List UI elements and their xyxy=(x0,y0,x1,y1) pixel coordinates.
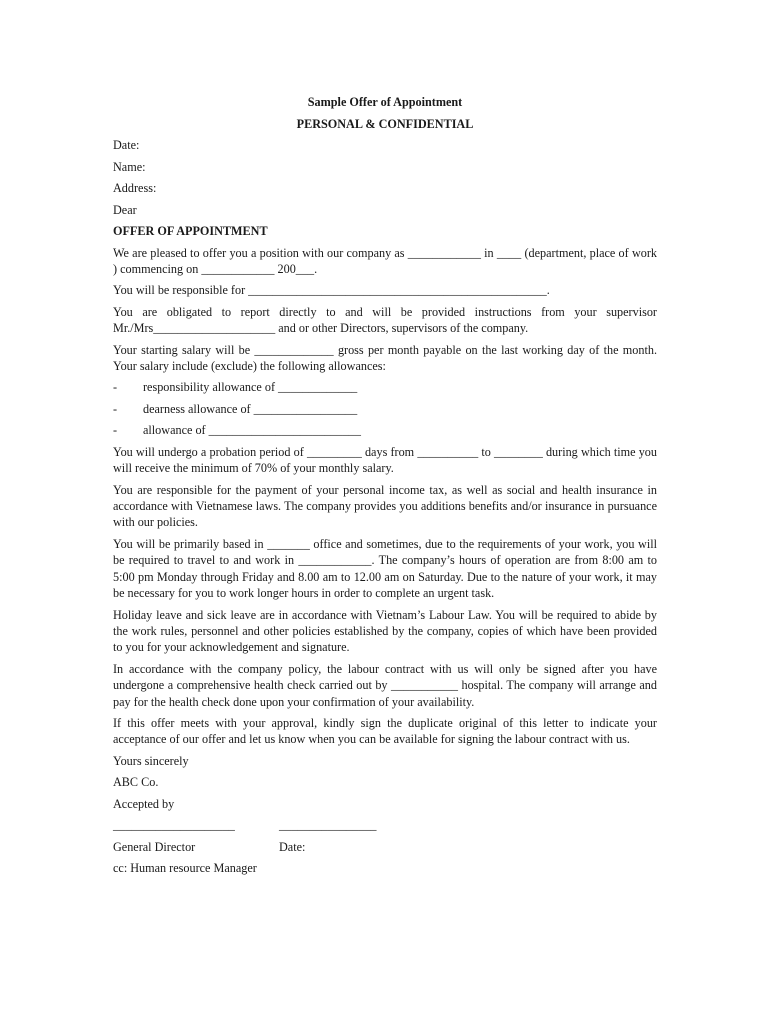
document-title: Sample Offer of Appointment xyxy=(307,95,463,109)
cc-line: cc: Human resource Manager xyxy=(113,861,257,876)
para-approval: If this offer meets with your approval, kindly sign the duplicate original of this letter to indicate your acceptance of our offer and let us know when you can be available for signing the labour contract with us. xyxy=(113,715,657,747)
allowance-item xyxy=(113,422,657,444)
name-field: Name: xyxy=(113,159,146,174)
para-responsible: You will be responsible for _________________________________________________. xyxy=(113,283,550,298)
para-contract: In accordance with the company policy, the labour contract with us will only be signed after you have undergone a comprehensive health check carried out by ___________ hospital. The company will arrange and pay for the health check done upon your confirmation of your availability. xyxy=(113,661,657,709)
signature-labels xyxy=(113,839,657,861)
para-salary: Your starting salary will be _____________ gross per month payable on the last working day of the month. Your salary include (exclude) the following allowances: xyxy=(113,342,657,373)
address-field: Address: xyxy=(113,181,157,195)
para-report: You are obligated to report directly to and will be provided instructions from your supervisor Mr./Mrs____________________ and or other Directors, supervisors of the company. xyxy=(113,304,657,336)
letter-page xyxy=(113,94,657,882)
offer-heading: OFFER OF APPOINTMENT xyxy=(113,224,268,238)
date-field: Date: xyxy=(113,138,140,152)
company-name: ABC Co. xyxy=(113,775,159,790)
para-tax: You are responsible for the payment of your personal income tax, as well as social and health insurance in accordance with Vietnamese laws. The company provides you additions benefits and/or insurance in pursuance with our policies. xyxy=(113,482,657,530)
para-probation: You will undergo a probation period of _________ days from __________ to ________ during which time you will receive the minimum of 70% of your monthly salary. xyxy=(113,444,657,476)
allowance-item xyxy=(113,401,657,423)
para-position: We are pleased to offer you a position with our company as ____________ in ____ (department, place of work ) commencing on ____________ 200___. xyxy=(113,245,657,276)
allowance-item xyxy=(113,379,657,401)
allowance-text: responsibility allowance of _____________ xyxy=(143,380,358,395)
director-signature-line: ____________________ xyxy=(113,818,235,833)
document-subtitle: PERSONAL & CONFIDENTIAL xyxy=(296,116,474,131)
director-label: General Director xyxy=(113,839,196,854)
accepted-by: Accepted by xyxy=(113,796,175,811)
allowance-text: allowance of _________________________ xyxy=(143,423,361,438)
bullet-dash: - xyxy=(113,423,118,438)
closing: Yours sincerely xyxy=(113,753,189,768)
date-signature-line: ________________ xyxy=(279,818,377,833)
para-office: You will be primarily based in _______ office and sometimes, due to the requirements of your work, you will be required to travel to and work in ____________. The company’s hours of operation are from 8:00 am to 5:00 pm Monday through Friday and 8.00 am to 12.00 am on Saturday. Due to the nature of your work, it may be necessary for you to work longer hours in order to complete an urgent task. xyxy=(113,536,657,601)
salutation: Dear xyxy=(113,202,137,217)
allowance-text: dearness allowance of _________________ xyxy=(143,401,358,416)
bullet-dash: - xyxy=(113,380,118,395)
date-label: Date: xyxy=(279,839,306,854)
signature-lines xyxy=(113,817,657,839)
bullet-dash: - xyxy=(113,401,118,416)
para-holiday: Holiday leave and sick leave are in accordance with Vietnam’s Labour Law. You will be required to abide by the work rules, personnel and other policies established by the company, copies of which have been provided to you for your acknowledgement and signature. xyxy=(113,607,657,655)
